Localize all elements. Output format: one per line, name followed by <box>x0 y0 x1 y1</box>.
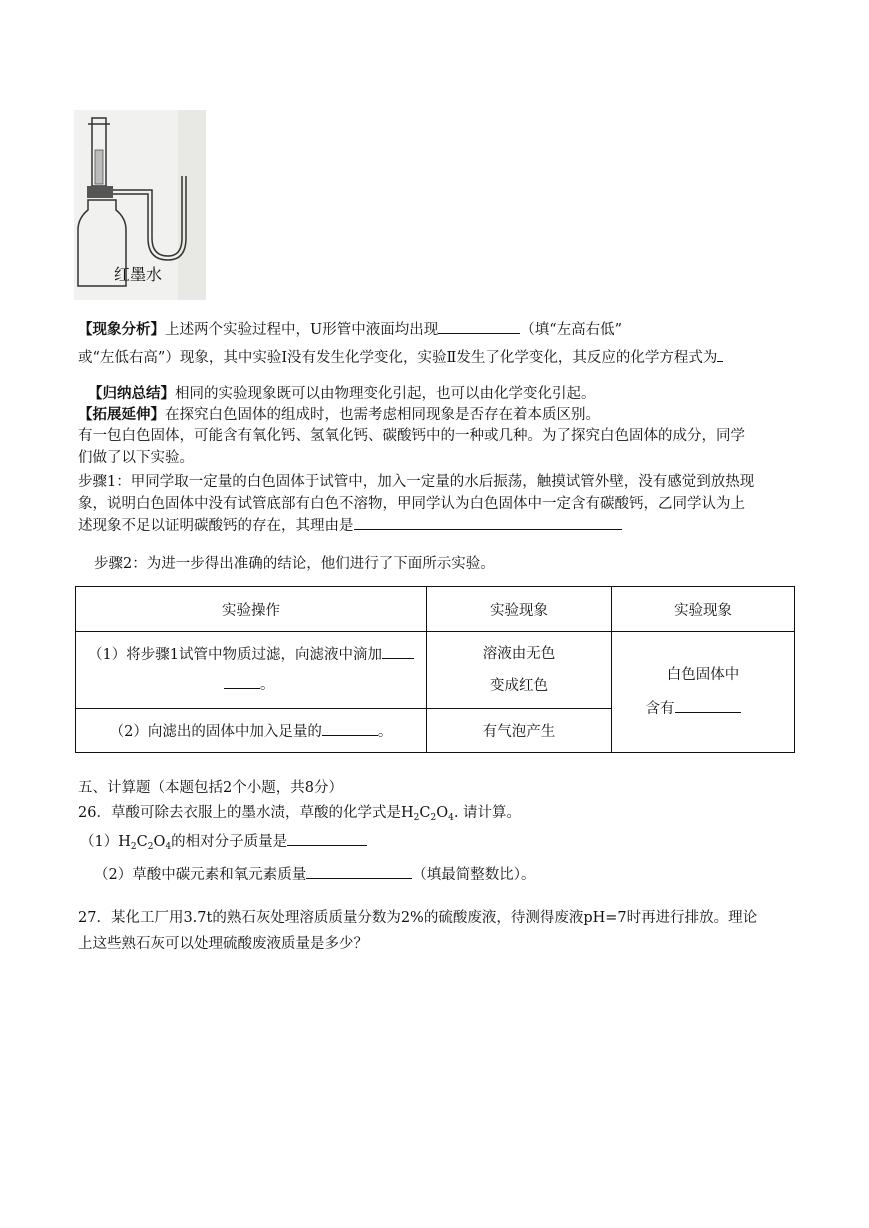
row1-operation <box>76 632 427 709</box>
extension-line <box>78 403 600 424</box>
row1-operation-end: 。 <box>260 677 275 693</box>
summary-line <box>88 382 596 403</box>
answer-blank-reason[interactable] <box>354 515 622 530</box>
q26-2-hint: （填最简整数比）。 <box>412 867 536 883</box>
step1-reason-text: 述现象不足以证明碳酸钙的存在，其理由是 <box>78 518 354 534</box>
answer-blank-conclusion[interactable] <box>675 698 741 713</box>
summary-text: 相同的实验现象既可以由物理变化引起，也可以由化学变化引起。 <box>175 386 596 402</box>
q26-1-prefix: （1）H <box>80 834 131 850</box>
q26-c: C <box>419 805 431 821</box>
row1-operation-text: （1）将步骤1试管中物质过滤，向滤液中滴加 <box>88 647 382 663</box>
step1-line-2: 象，说明白色固体中没有试管底部有白色不溶物，甲同学认为白色固体中一定含有碳酸钙，乙同学认为上 <box>78 496 745 512</box>
q26-1-o: O <box>153 834 166 850</box>
q26-sub-1: 2 <box>413 813 420 823</box>
answer-blank-reagent-2[interactable] <box>224 674 260 689</box>
q26-text-end: . 请计算。 <box>453 805 522 821</box>
analysis-line-2 <box>78 346 723 367</box>
q26-1-sub-2: 2 <box>147 842 154 852</box>
answer-blank-mass-ratio[interactable] <box>306 864 412 879</box>
conclusion-cell <box>612 632 795 753</box>
row1-phenomenon-b: 变成红色 <box>490 678 548 694</box>
header-operation: 实验操作 <box>76 587 427 632</box>
q26-1-c: C <box>136 834 148 850</box>
problem-line-2: 们做了以下实验。 <box>78 450 194 466</box>
step1-line-1: 步骤1：甲同学取一定量的白色固体于试管中，加入一定量的水后振荡，触摸试管外壁，没有感觉到放热现 <box>78 474 755 490</box>
answer-blank-molar-mass[interactable] <box>287 831 367 846</box>
row2-operation-text: （2）向滤出的固体中加入足量的 <box>109 724 322 740</box>
q26-stem <box>78 801 521 823</box>
analysis-label: 【现象分析】 <box>78 322 165 338</box>
analysis-hint: （填“左高右低” <box>520 322 623 338</box>
table-row <box>76 632 795 709</box>
q26-sub-2: 2 <box>430 813 437 823</box>
conclusion-text-a: 白色固体中 <box>666 667 740 683</box>
q26-sub-3: 4 <box>448 813 454 823</box>
calc-heading: 五、计算题（本题包括2个小题，共8分） <box>78 780 343 796</box>
table-header-row <box>76 587 795 632</box>
step1-line-3 <box>78 514 622 535</box>
q26-1-text: 的相对分子质量是 <box>171 834 288 850</box>
q26-part-2 <box>94 863 535 884</box>
q26-1-sub-3: 4 <box>165 842 172 852</box>
q26-o: O <box>436 805 449 821</box>
summary-label: 【归纳总结】 <box>88 386 175 402</box>
step2-line: 步骤2：为进一步得出准确的结论，他们进行了下面所示实验。 <box>94 556 495 572</box>
answer-blank-equation[interactable] <box>717 347 723 362</box>
row2-phenomenon: 有气泡产生 <box>427 709 612 753</box>
header-conclusion: 实验现象 <box>612 587 795 632</box>
analysis-text: 上述两个实验过程中，U形管中液面均出现 <box>165 322 439 338</box>
q26-2-text: （2）草酸中碳元素和氧元素质量 <box>94 867 307 883</box>
row2-operation-end: 。 <box>377 724 393 740</box>
q26-part-1 <box>80 830 367 852</box>
figure-caption: 红墨水 <box>114 265 163 284</box>
analysis-text-2: 或“左低右高”）现象，其中实验Ⅰ没有发生化学变化，实验Ⅱ发生了化学变化，其反应的化学方程式为 <box>78 350 718 366</box>
q26-1-sub-1: 2 <box>130 842 137 852</box>
problem-line-1: 有一包白色固体，可能含有氧化钙、氢氧化钙、碳酸钙中的一种或几种。为了探究白色固体的成分，同学 <box>78 428 745 444</box>
q27-line-2: 上这些熟石灰可以处理硫酸废液质量是多少？ <box>78 936 368 952</box>
q27-line-1: 27．某化工厂用3.7t的熟石灰处理溶质质量分数为2%的硫酸废液，待测得废液pH=7时再进行排放。理论 <box>78 910 758 926</box>
answer-blank-acid[interactable] <box>322 721 378 736</box>
answer-blank-reagent[interactable] <box>382 644 414 659</box>
q26-text: 26．草酸可除去衣服上的墨水渍，草酸的化学式是H <box>78 805 414 821</box>
conclusion-text-b: 含有 <box>645 701 675 717</box>
analysis-line-1 <box>78 318 622 339</box>
header-phenomenon: 实验现象 <box>427 587 612 632</box>
apparatus-figure <box>74 110 206 300</box>
extension-label: 【拓展延伸】 <box>78 407 165 423</box>
row1-phenomenon-a: 溶液由无色 <box>482 646 556 662</box>
answer-blank-liquid-level[interactable] <box>438 319 520 334</box>
experiment-table <box>75 586 795 753</box>
row1-phenomenon <box>427 632 612 709</box>
extension-text: 在探究白色固体的组成时，也需考虑相同现象是否存在着本质区别。 <box>165 407 600 423</box>
row2-operation <box>76 709 427 753</box>
